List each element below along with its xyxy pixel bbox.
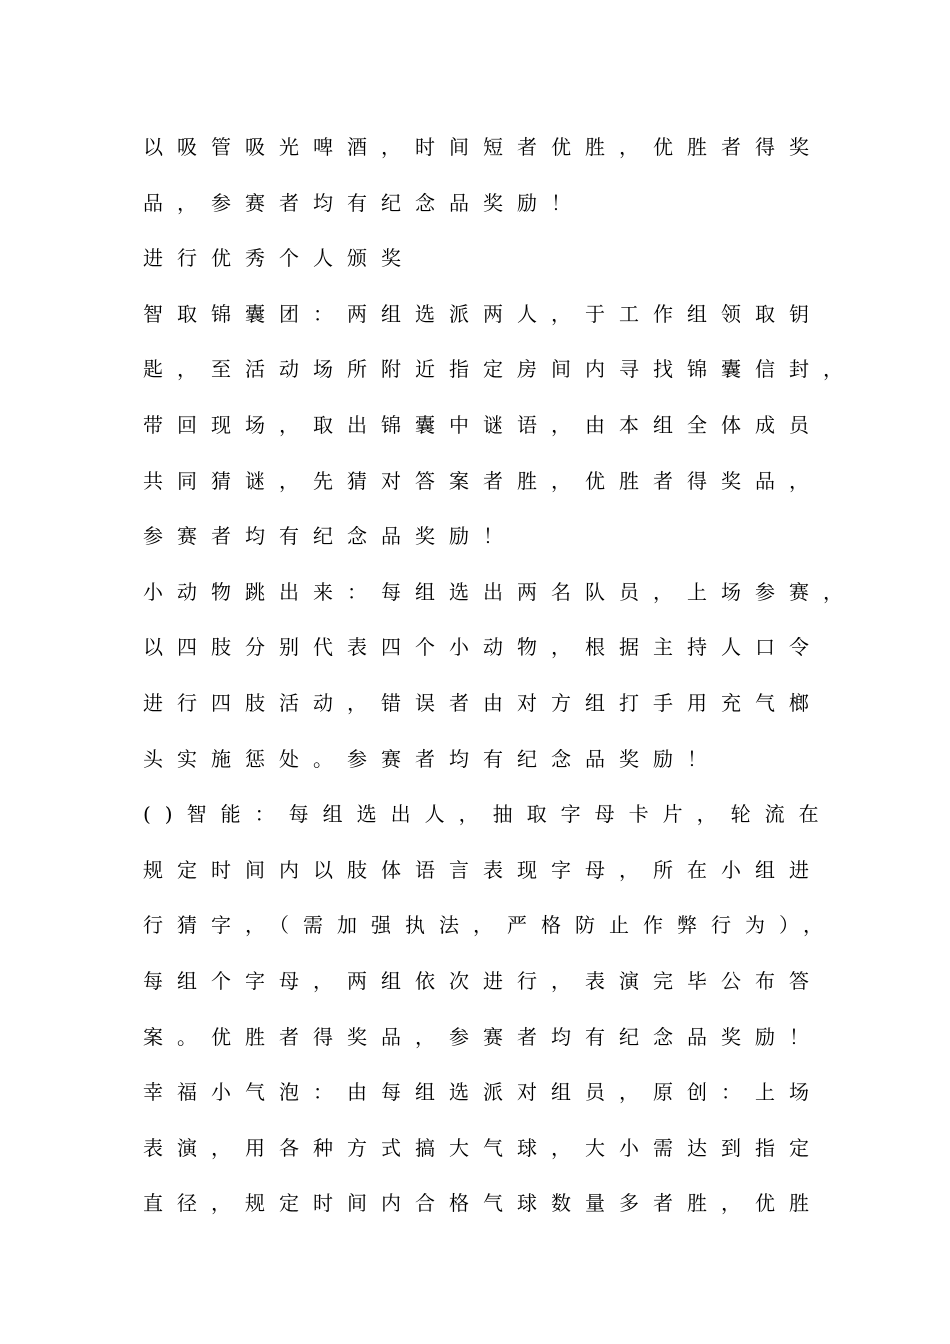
text-line: 规定时间内以肢体语言表现字母，所在小组进 (143, 857, 823, 882)
text-line: 小动物跳出来：每组选出两名队员，上场参赛， (143, 579, 857, 604)
text-line: 头实施惩处。参赛者均有纪念品奖励！ (143, 746, 721, 771)
text-line: 表演，用各种方式搞大气球，大小需达到指定 (143, 1135, 823, 1160)
text-line: 进行四肢活动，错误者由对方组打手用充气榔 (143, 690, 823, 715)
text-line: 以吸管吸光啤酒，时间短者优胜，优胜者得奖 (143, 135, 823, 159)
text-line: 直径，规定时间内合格气球数量多者胜，优胜 (143, 1191, 823, 1216)
document-body (143, 120, 857, 1232)
text-line: 案。优胜者得奖品，参赛者均有纪念品奖励！ (143, 1024, 823, 1049)
text-line: 以四肢分别代表四个小动物，根据主持人口令 (143, 635, 823, 660)
text-line: 带回现场，取出锦囊中谜语，由本组全体成员 (143, 412, 823, 437)
text-line: 幸福小气泡：由每组选派对组员，原创：上场 (143, 1080, 823, 1105)
text-line: 参赛者均有纪念品奖励！ (143, 524, 517, 549)
text-line: ()智能：每组选出人，抽取字母卡片，轮流在 (143, 802, 833, 827)
text-line: 每组个字母，两组依次进行，表演完毕公布答 (143, 968, 823, 993)
text-line: 品，参赛者均有纪念品奖励！ (143, 190, 585, 215)
text-line: 智取锦囊团：两组选派两人，于工作组领取钥 (143, 301, 823, 326)
text-line: 行猜字，（需加强执法，严格防止作弊行为）， (143, 913, 837, 938)
text-line: 进行优秀个人颁奖 (143, 246, 415, 271)
text-line: 共同猜谜，先猜对答案者胜，优胜者得奖品， (143, 468, 823, 493)
text-line: 匙，至活动场所附近指定房间内寻找锦囊信封， (143, 357, 857, 382)
